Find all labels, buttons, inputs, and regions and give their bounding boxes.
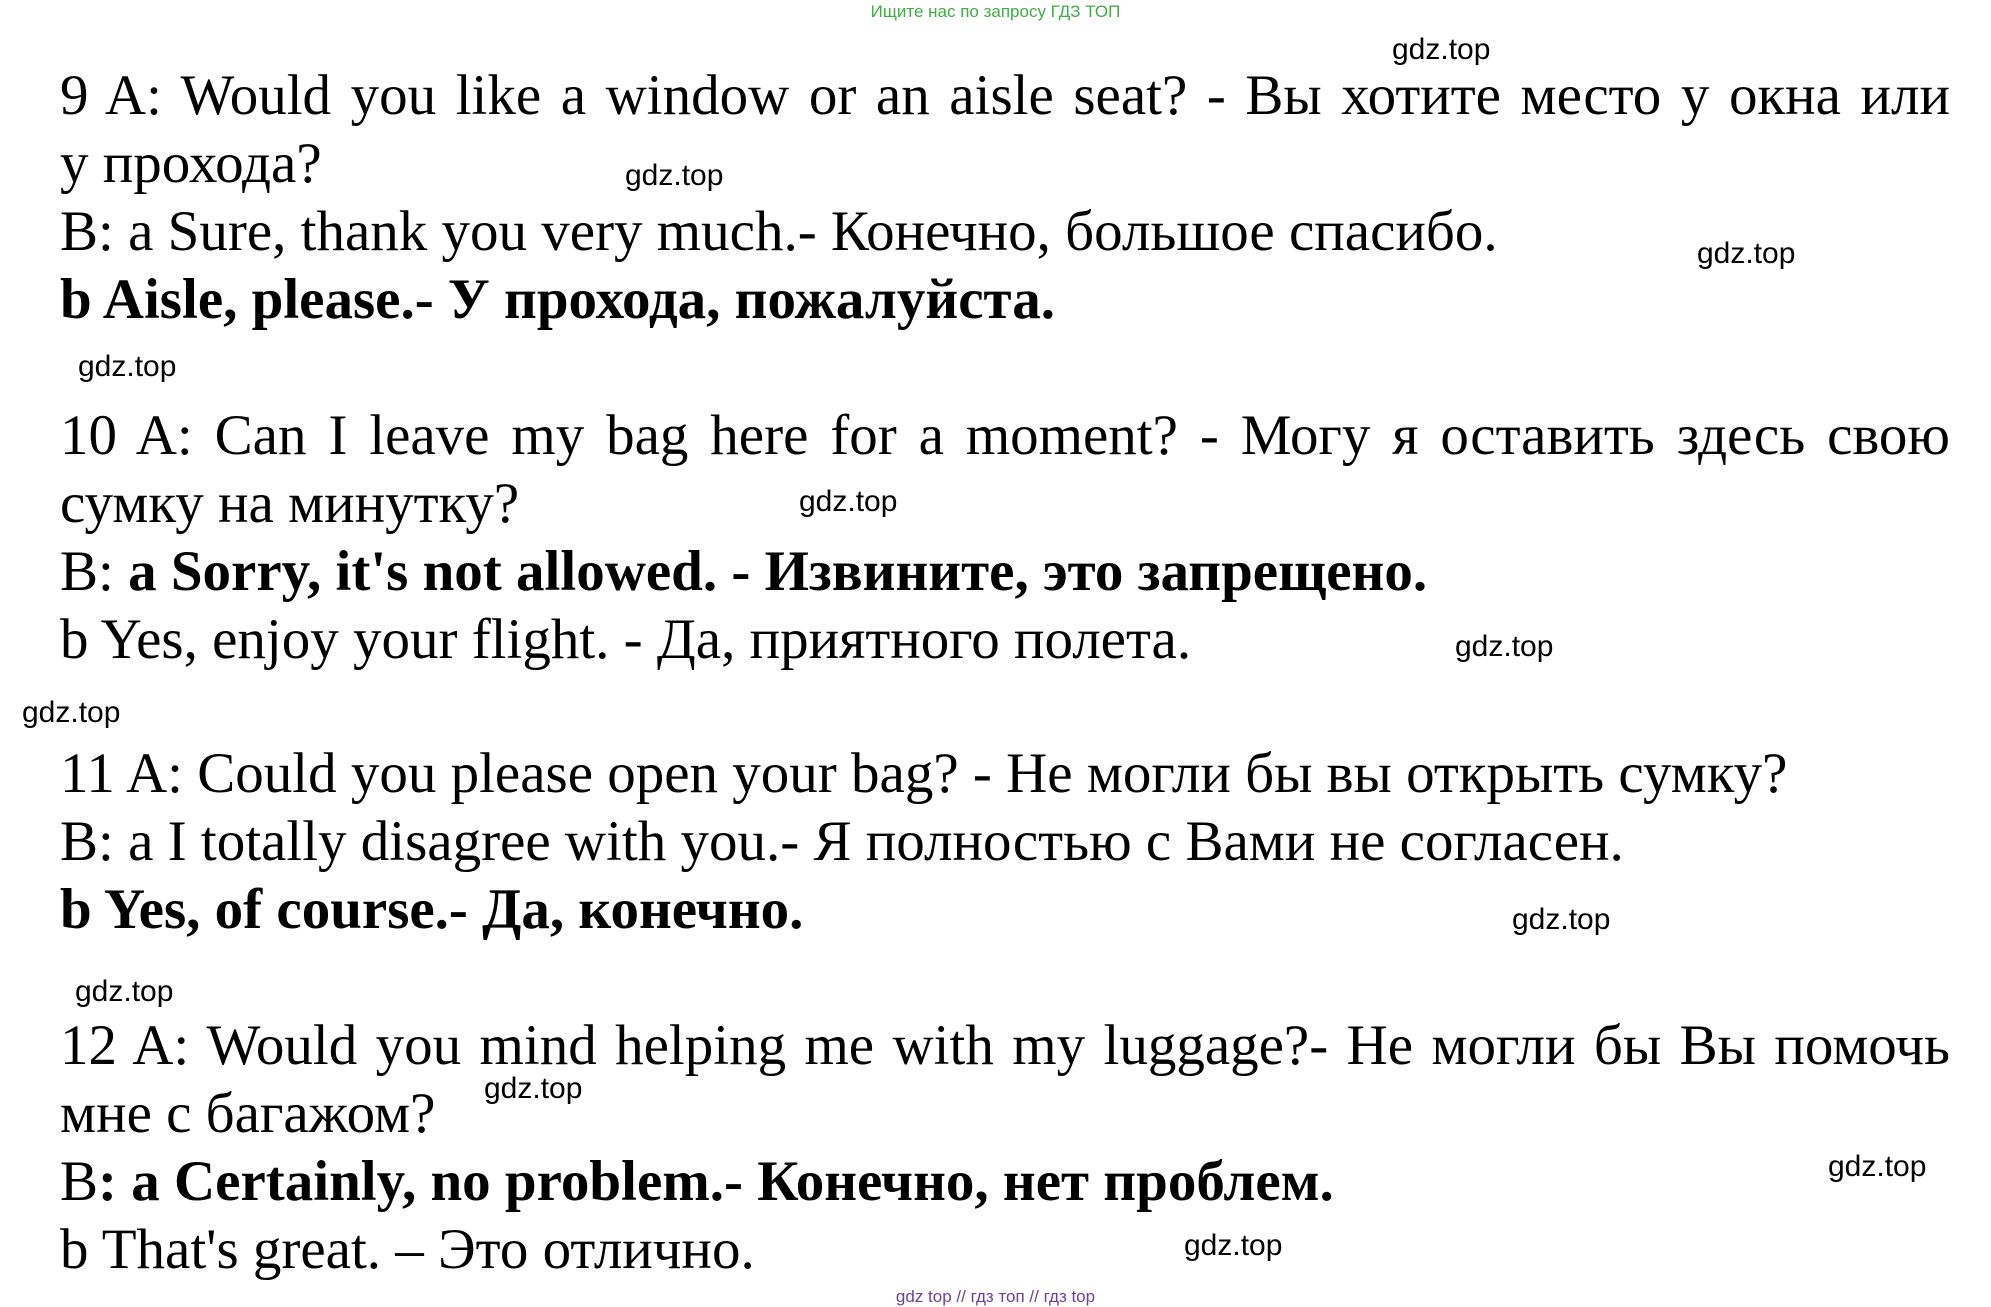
header-search-note: Ищите нас по запросу ГДЗ ТОП <box>870 2 1121 21</box>
watermark: gdz.top <box>625 159 724 192</box>
watermark: gdz.top <box>1455 630 1554 663</box>
q11-question-line-1: 11 A: Could you please open your bag? - Не могли бы вы открыть сумку? <box>60 742 1788 805</box>
q10-answer-b: b Yes, enjoy your flight. - Да, приятного полета. <box>60 608 1192 671</box>
q9-question-line-2: у прохода? <box>60 132 322 195</box>
q10-answer-a-text: a Sorry, it's not allowed. - Извините, это запрещено. <box>128 540 1428 603</box>
watermark: gdz.top <box>1697 237 1796 270</box>
q10-answer-prefix: B: <box>60 540 129 603</box>
watermark: gdz.top <box>1184 1229 1283 1262</box>
watermark: gdz.top <box>22 696 121 729</box>
watermark: gdz.top <box>484 1072 583 1105</box>
q12-answer-b: b That's great. – Это отлично. <box>60 1218 755 1281</box>
q12-answer-a <box>60 1148 1334 1216</box>
watermark: gdz.top <box>75 975 174 1008</box>
q10-question-line-1: 10 A: Can I leave my bag here for a moment? - Могу я оставить здесь свою <box>60 404 1950 467</box>
q9-answer-a: B: a Sure, thank you very much.- Конечно, большое спасибо. <box>60 200 1498 263</box>
q12-answer-prefix: B <box>60 1150 99 1213</box>
watermark: gdz.top <box>1828 1150 1927 1183</box>
footer-note: gdz top // гдз топ // гдз top <box>895 1287 1096 1306</box>
watermark: gdz.top <box>78 350 177 383</box>
q12-answer-a-text: : a Certainly, no problem.- Конечно, нет проблем. <box>98 1150 1334 1213</box>
watermark: gdz.top <box>1392 33 1491 66</box>
q9-answer-b: b Aisle, please.- У прохода, пожалуйста. <box>60 268 1055 331</box>
q12-question-line-2: мне с багажом? <box>60 1082 436 1145</box>
watermark: gdz.top <box>799 485 898 518</box>
q10-answer-a <box>60 538 1427 606</box>
watermark: gdz.top <box>1512 903 1611 936</box>
q11-answer-a: B: a I totally disagree with you.- Я полностью с Вами не согласен. <box>60 810 1624 873</box>
q9-question-line-1: 9 A: Would you like a window or an aisle seat? - Вы хотите место у окна или <box>60 64 1950 127</box>
q12-question-line-1: 12 A: Would you mind helping me with my luggage?- Не могли бы Вы помочь <box>60 1014 1950 1077</box>
q11-answer-b: b Yes, of course.- Да, конечно. <box>60 878 804 941</box>
q10-question-line-2: сумку на минутку? <box>60 472 520 535</box>
